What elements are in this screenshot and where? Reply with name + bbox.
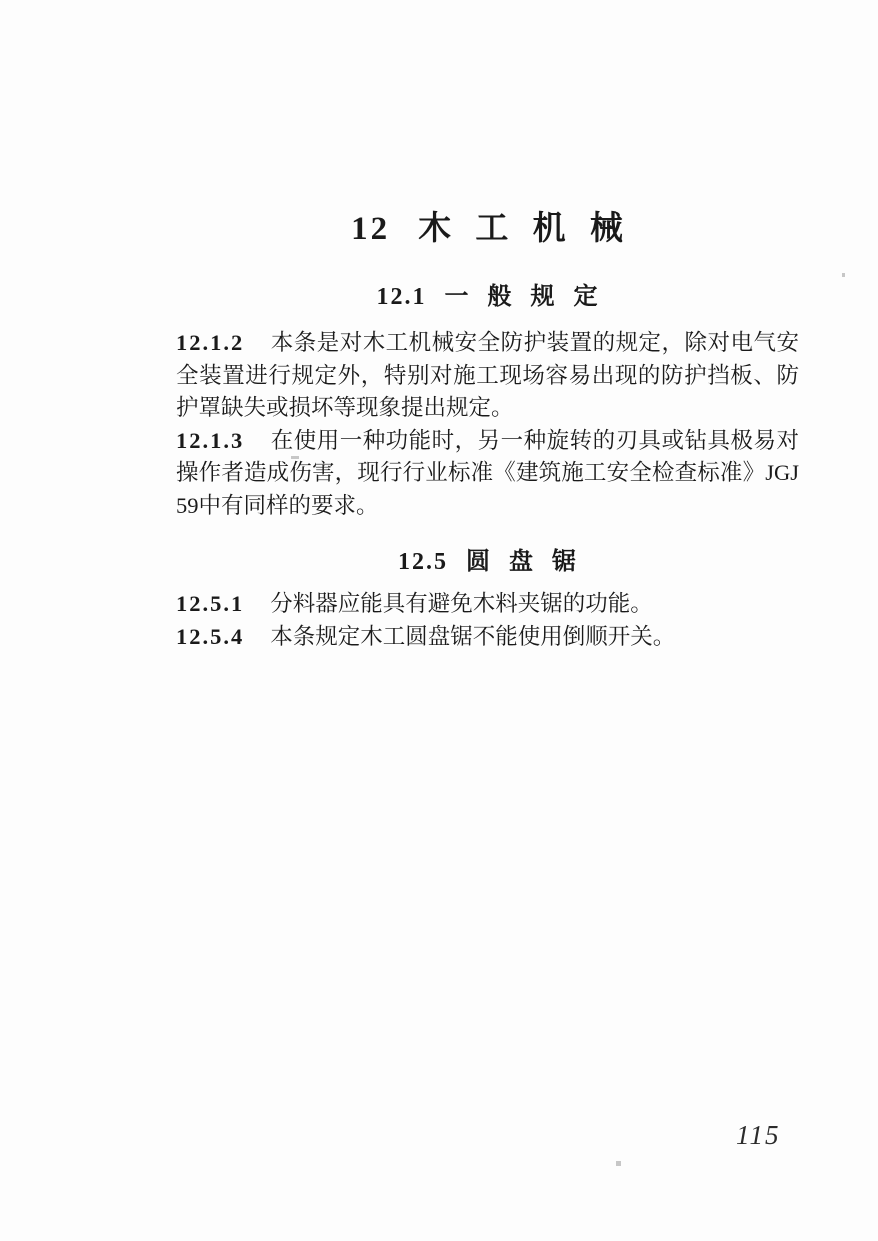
clause-text: 本条是对木工机械安全防护装置的规定，除对电气安全装置进行规定外，特别对施工现场容易出现的防护挡板、防护罩缺失或损坏等现象提出规定。	[176, 330, 799, 420]
section-heading-12-5	[176, 541, 798, 576]
section-heading-text: 圆 盘 锯	[466, 549, 576, 575]
section-heading-text: 一 般 规 定	[444, 284, 598, 310]
chapter-number: 12	[351, 211, 391, 247]
section-12-1-clauses	[176, 327, 799, 522]
chapter-title-text: 木 工 机 械	[418, 211, 623, 247]
clause-number: 12.5.4	[176, 623, 245, 649]
clause-number: 12.1.3	[176, 427, 245, 453]
section-number: 12.5	[398, 549, 448, 575]
clause-12-5-1	[176, 588, 799, 621]
clause-number: 12.1.2	[176, 330, 245, 355]
section-number: 12.1	[376, 284, 427, 310]
scan-artifact-speck	[291, 456, 299, 459]
clause-number: 12.5.1	[176, 591, 245, 616]
clause-12-1-3	[176, 425, 799, 523]
section-heading-12-1	[176, 276, 798, 311]
clause-text: 本条规定木工圆盘锯不能使用倒顺开关。	[270, 623, 676, 649]
scan-artifact-speck	[842, 273, 845, 277]
scan-artifact-speck	[616, 1161, 621, 1166]
clause-text: 在使用一种功能时，另一种旋转的刃具或钻具极易对操作者造成伤害，现行行业标准《建筑施工安全检查标准》JGJ 59中有同样的要求。	[176, 427, 799, 518]
clause-12-1-2	[176, 327, 799, 425]
page-number: 115	[736, 1120, 781, 1150]
chapter-title	[176, 202, 798, 249]
clause-text: 分料器应能具有避免木料夹锯的功能。	[270, 591, 653, 616]
clause-12-5-4	[176, 621, 799, 654]
section-12-5-clauses	[176, 588, 799, 653]
